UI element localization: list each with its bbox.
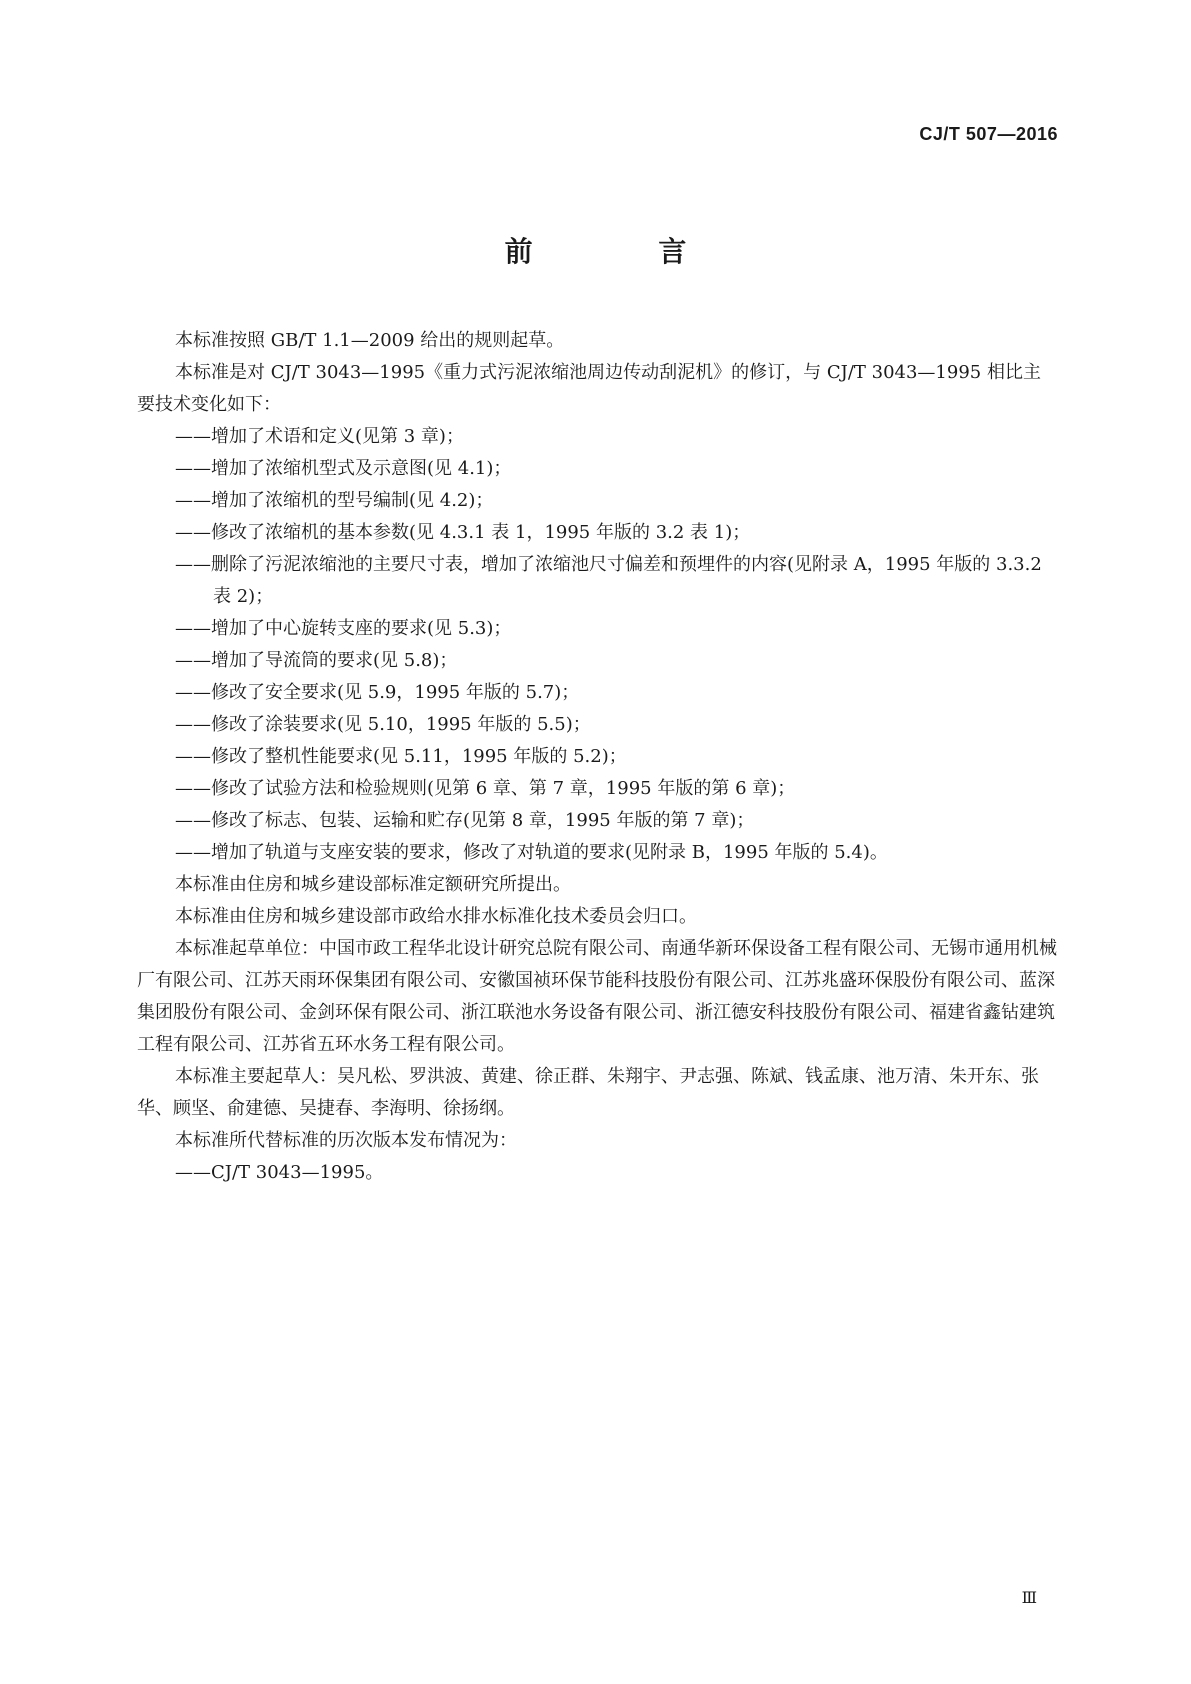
paragraph: 本标准由住房和城乡建设部标准定额研究所提出。 <box>175 874 571 895</box>
page-number: Ⅲ <box>1021 1588 1037 1607</box>
list-item: ——CJ/T 3043—1995。 <box>175 1162 384 1183</box>
paragraph: 本标准是对 CJ/T 3043—1995《重力式污泥浓缩池周边传动刮泥机》的修订，与 CJ/T 3043—1995 相比主要技术变化如下： <box>137 362 1041 415</box>
list-item: ——修改了浓缩机的基本参数(见 4.3.1 表 1，1995 年版的 3.2 表 1)； <box>175 522 751 543</box>
list-item: ——增加了导流筒的要求(见 5.8)； <box>175 650 458 671</box>
document-body <box>137 325 1057 1189</box>
list-item: ——修改了安全要求(见 5.9，1995 年版的 5.7)； <box>175 682 580 703</box>
page-title: 前 言 <box>504 235 745 268</box>
list-item: ——增加了中心旋转支座的要求(见 5.3)； <box>175 618 512 639</box>
paragraph: 本标准起草单位：中国市政工程华北设计研究总院有限公司、南通华新环保设备工程有限公司、无锡市通用机械厂有限公司、江苏天雨环保集团有限公司、安徽国祯环保节能科技股份有限公司、江苏兆盛环保股份有限公司、蓝深集团股份有限公司、金剑环保有限公司、浙江联池水务设备有限公司、浙江德安科技股份有限公司、福建省鑫钻建筑工程有限公司、江苏省五环水务工程有限公司。 <box>137 938 1057 1055</box>
list-item: ——修改了涂装要求(见 5.10，1995 年版的 5.5)； <box>175 714 591 735</box>
paragraph: 本标准按照 GB/T 1.1—2009 给出的规则起草。 <box>175 330 565 351</box>
paragraph: 本标准主要起草人：吴凡松、罗洪波、黄建、徐正群、朱翔宇、尹志强、陈斌、钱孟康、池万清、朱开东、张华、顾坚、俞建德、吴捷春、李海明、徐扬纲。 <box>137 1066 1039 1119</box>
list-item: ——修改了标志、包装、运输和贮存(见第 8 章，1995 年版的第 7 章)； <box>175 810 755 831</box>
list-item: ——增加了术语和定义(见第 3 章)； <box>175 426 464 447</box>
list-item: ——增加了浓缩机型式及示意图(见 4.1)； <box>175 458 512 479</box>
document-id: CJ/T 507—2016 <box>919 124 1058 144</box>
paragraph: 本标准由住房和城乡建设部市政给水排水标准化技术委员会归口。 <box>175 906 697 927</box>
list-item: ——删除了污泥浓缩池的主要尺寸表，增加了浓缩池尺寸偏差和预埋件的内容(见附录 A，1995 年版的 3.3.2 表 2)； <box>175 554 1042 607</box>
list-item: ——修改了试验方法和检验规则(见第 6 章、第 7 章，1995 年版的第 6 章)； <box>175 778 796 799</box>
list-item: ——修改了整机性能要求(见 5.11，1995 年版的 5.2)； <box>175 746 627 767</box>
list-item: ——增加了轨道与支座安装的要求，修改了对轨道的要求(见附录 B，1995 年版的 5.4)。 <box>175 842 888 863</box>
list-item: ——增加了浓缩机的型号编制(见 4.2)； <box>175 490 494 511</box>
paragraph: 本标准所代替标准的历次版本发布情况为： <box>175 1130 517 1151</box>
